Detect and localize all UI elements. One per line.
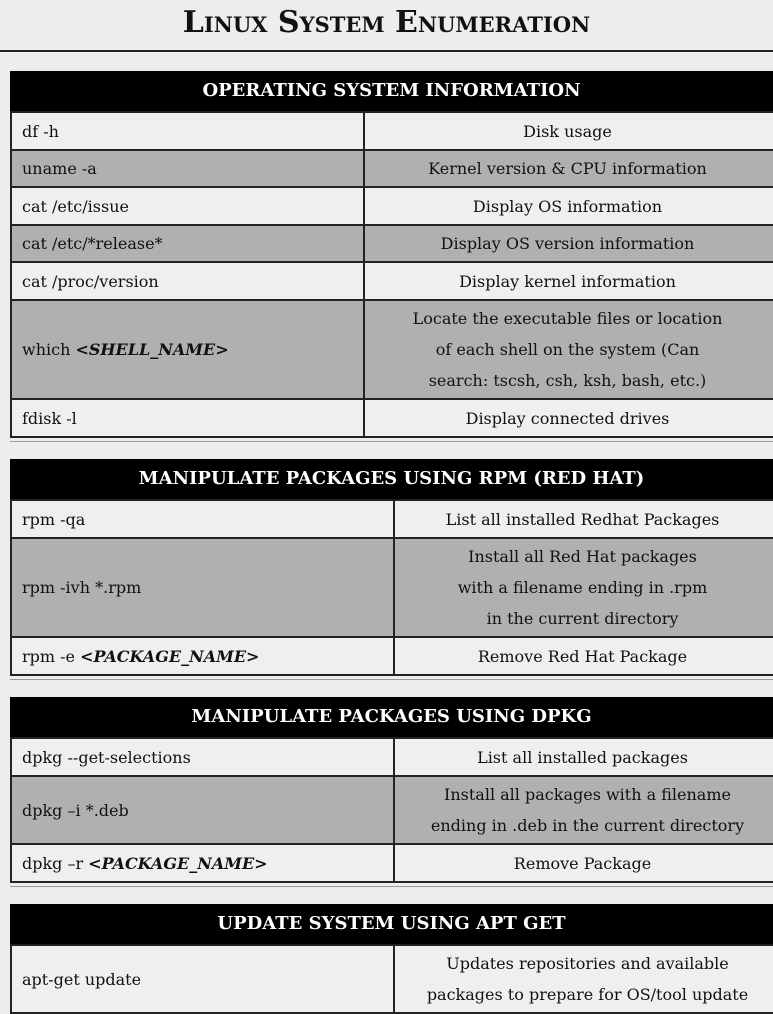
table-row — [11, 500, 773, 538]
section-os-information — [10, 71, 773, 442]
table-row — [11, 112, 773, 150]
command-cell: rpm -qa — [11, 500, 394, 538]
command-cell: cat /etc/issue — [11, 187, 364, 225]
table-row — [11, 150, 773, 187]
description-cell: Locate the executable files or location of each shell on the system (Can search: tscsh, csh, ksh, bash, etc.) — [364, 300, 773, 399]
table-row — [11, 225, 773, 262]
section-divider — [10, 676, 773, 680]
command-cell: uname -a — [11, 150, 364, 187]
table-row — [11, 187, 773, 225]
table-row — [11, 637, 773, 675]
description-cell: List all installed Redhat Packages — [394, 500, 773, 538]
command-cell: dpkg –r <PACKAGE_NAME> — [11, 844, 394, 882]
table-row — [11, 262, 773, 300]
table-row — [11, 399, 773, 437]
command-cell: fdisk -l — [11, 399, 364, 437]
description-cell: Display kernel information — [364, 262, 773, 300]
section-heading: UPDATE SYSTEM USING APT GET — [10, 904, 773, 944]
description-cell: Display OS version information — [364, 225, 773, 262]
command-cell: cat /proc/version — [11, 262, 364, 300]
command-cell: dpkg –i *.deb — [11, 776, 394, 844]
section-divider — [10, 883, 773, 887]
description-cell: Updates repositories and available packages to prepare for OS/tool update — [394, 945, 773, 1013]
table-row — [11, 300, 773, 399]
description-cell: Remove Package — [394, 844, 773, 882]
command-table — [10, 499, 773, 676]
section-divider — [10, 438, 773, 442]
description-cell: Install all packages with a filename ending in .deb in the current directory — [394, 776, 773, 844]
command-cell: cat /etc/*release* — [11, 225, 364, 262]
section-heading: OPERATING SYSTEM INFORMATION — [10, 71, 773, 111]
table-row — [11, 538, 773, 637]
table-row — [11, 776, 773, 844]
section-apt-get — [10, 904, 773, 1014]
section-heading: MANIPULATE PACKAGES USING DPKG — [10, 697, 773, 737]
section-rpm — [10, 459, 773, 680]
page-title: Linux System Enumeration — [0, 0, 773, 52]
section-dpkg — [10, 697, 773, 887]
table-row — [11, 844, 773, 882]
description-cell: Display connected drives — [364, 399, 773, 437]
command-table — [10, 111, 773, 438]
description-cell: Disk usage — [364, 112, 773, 150]
description-cell: Display OS information — [364, 187, 773, 225]
command-cell: rpm -e <PACKAGE_NAME> — [11, 637, 394, 675]
table-row — [11, 945, 773, 1013]
command-cell: which <SHELL_NAME> — [11, 300, 364, 399]
command-cell: apt-get update — [11, 945, 394, 1013]
command-table — [10, 737, 773, 883]
command-cell: rpm -ivh *.rpm — [11, 538, 394, 637]
description-cell: List all installed packages — [394, 738, 773, 776]
table-row — [11, 738, 773, 776]
command-table — [10, 944, 773, 1014]
description-cell: Install all Red Hat packages with a filename ending in .rpm in the current directory — [394, 538, 773, 637]
section-heading: MANIPULATE PACKAGES USING RPM (RED HAT) — [10, 459, 773, 499]
description-cell: Remove Red Hat Package — [394, 637, 773, 675]
command-cell: df -h — [11, 112, 364, 150]
command-cell: dpkg --get-selections — [11, 738, 394, 776]
description-cell: Kernel version & CPU information — [364, 150, 773, 187]
